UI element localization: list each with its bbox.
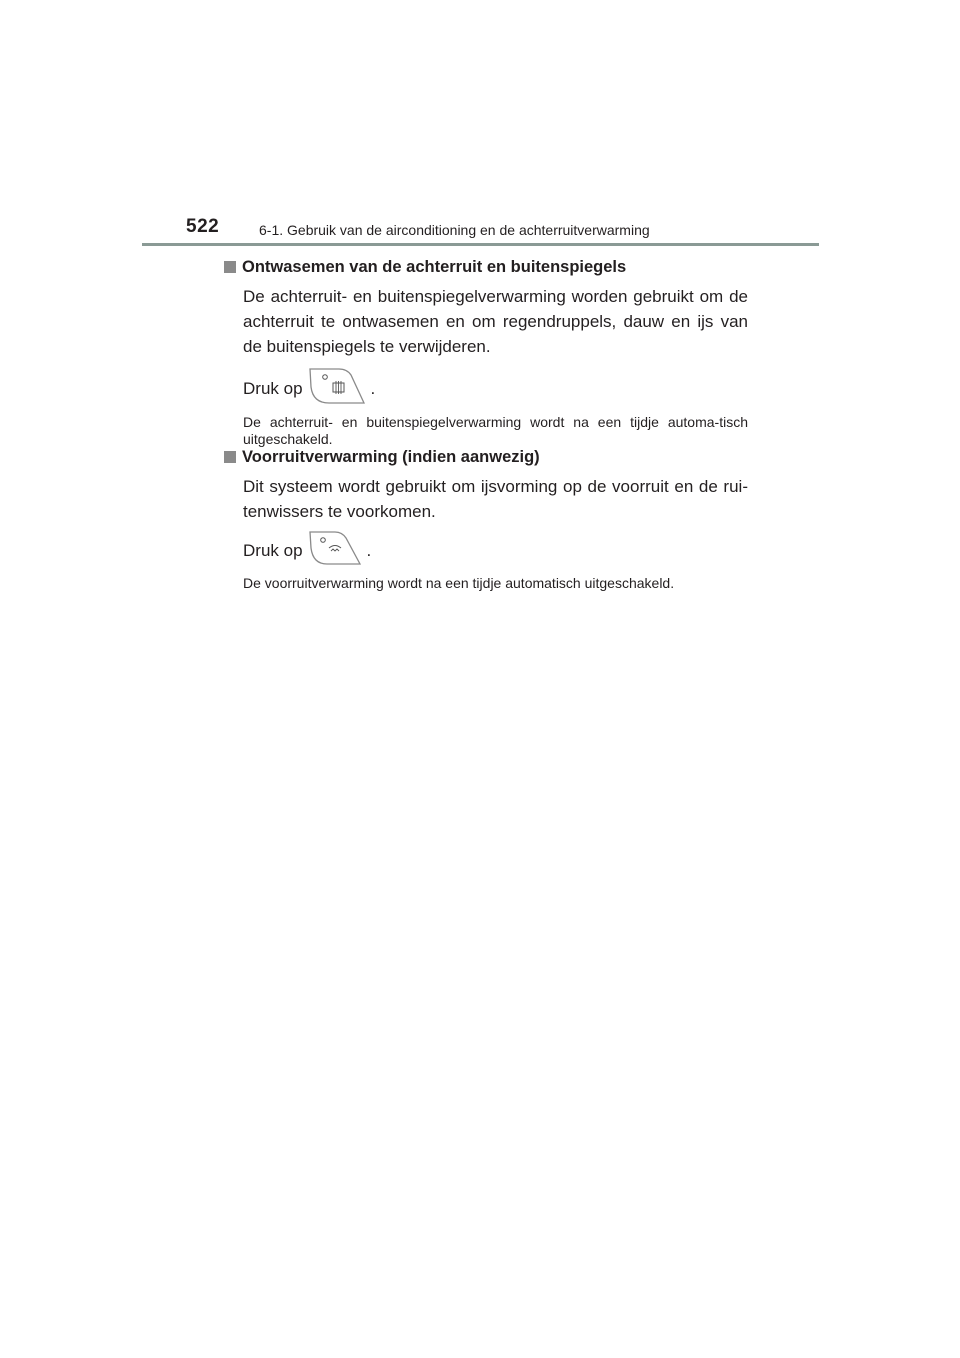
section-body: Dit systeem wordt gebruikt om ijsvorming op de voorruit en de rui-tenwissers te voorkomen. [243,477,748,521]
press-prefix: Druk op [243,378,303,398]
press-instruction [243,530,748,571]
heading-text: Ontwasemen van de achterruit en buitenspiegels [242,257,627,276]
windshield-deicer-button-icon [309,530,361,571]
press-suffix: . [366,540,372,560]
press-prefix: Druk op [243,540,303,560]
section-heading [224,256,748,278]
press-instruction [243,367,748,410]
press-suffix: . [370,378,376,398]
section-note: De achterruit- en buitenspiegelverwarming wordt na een tijdje automa-tisch uitgeschakeld. [243,414,748,447]
chapter-title: 6-1. Gebruik van de airconditioning en de achterruitverwarming [259,222,650,238]
square-bullet-icon [224,261,236,273]
rear-defogger-button-icon [309,367,365,410]
section-heading [224,446,748,468]
square-bullet-icon [224,451,236,463]
header-rule [142,243,819,246]
heading-text: Voorruitverwarming (indien aanwezig) [242,447,540,466]
page-number: 522 [186,216,220,237]
section-rear-defogger [224,256,748,448]
section-windshield-deicer [224,446,748,592]
section-body: De achterruit- en buitenspiegelverwarming worden gebruikt om de achterruit te ontwasemen en om regendruppels, dauw en ijs van de buitenspiegels te verwijderen. [243,287,748,356]
section-note: De voorruitverwarming wordt na een tijdje automatisch uitgeschakeld. [243,575,675,591]
